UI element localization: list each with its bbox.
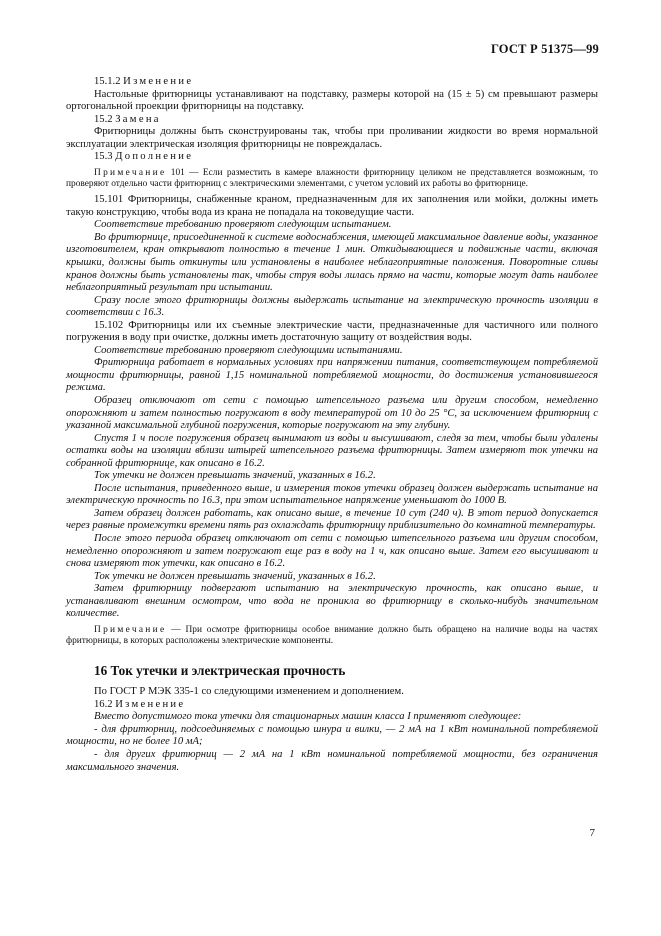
section-heading-15-1-2: 15.1.2 Изменение: [94, 76, 194, 87]
section-heading-16-2: 16.2 Изменение: [94, 698, 186, 710]
page-number: 7: [589, 827, 595, 839]
test-text: Образец отключают от сети с помощью штепсельного разъема или другим способом, немедленно опорожняют и затем полностью погружают в воду температурой от 10 до 25 °С, за исключением фритюрниц с указанной максимальной глубиной погружения, которые погружают на эту глубину.: [66, 394, 598, 432]
note: Примечание 101 — Если разместить в камере влажности фритюрницу целиком не представляется возможным, то проверяют отдельно части фритюрниц с электрическими элементами, с учетом условий их работы во фритюрнице.: [66, 167, 598, 190]
clause-15-102: 15.102 Фритюрницы или их съемные электрические части, предназначенные для частичного или полного погружения в воду при очистке, должны иметь достаточную защиту от воздействия воды.: [66, 319, 598, 344]
test-text: После испытания, приведенного выше, и измерения токов утечки образец должен выдержать испытание на электрическую прочность по 16.3, при этом испытательное напряжение уменьшают до 1000 В.: [66, 482, 598, 507]
test-text: Вместо допустимого тока утечки для стационарных машин класса I применяют следующее:: [94, 711, 522, 723]
test-text: Соответствие требованию проверяют следующими испытаниями.: [94, 344, 403, 356]
section-heading-15-2: 15.2 Замена: [94, 113, 161, 125]
section-title-16: 16 Ток утечки и электрическая прочность: [94, 663, 346, 679]
document-body: [66, 76, 598, 774]
paragraph: Фритюрницы должны быть сконструированы так, чтобы при проливании жидкости во время нормальной эксплуатации электрическая изоляция фритюрницы не повреждалась.: [66, 126, 598, 150]
test-text: Во фритюрнице, присоединенной к системе водоснабжения, имеющей максимальное давление воды, указанное изготовителем, кран открывают полностью в течение 1 мин. Откидывающиеся и подвижные части, включая крышки, должны быть откинуты или установлены в наиболее неблагоприятные положения. Поворотные сливы кранов должны быть установлены так, чтобы струя воды лилась прямо на части, которые могут дать наиболее неблагоприятный результат при испытании.: [66, 231, 598, 294]
paragraph: По ГОСТ Р МЭК 335-1 со следующими изменением и дополнением.: [94, 686, 404, 698]
section-heading-15-3: 15.3 Дополнение: [94, 151, 194, 163]
clause-15-101: 15.101 Фритюрницы, снабженные краном, предназначенным для их заполнения или мойки, должны иметь такую конструкцию, чтобы вода из крана не попадала на токоведущие части.: [66, 194, 598, 218]
test-text: Фритюрница работает в нормальных условиях при напряжении питания, соответствующем потребляемой мощности фритюрницы, равной 1,15 номинальной потребляемой мощности, до достижения установившегося режима.: [66, 357, 598, 394]
test-text: Затем фритюрницу подвергают испытанию на электрическую прочность, как описано выше, и устанавливают внешним осмотром, что вода не проникла во фритюрницу в сколько-нибудь значительном количестве.: [66, 583, 598, 620]
list-item: - для других фритюрниц — 2 мА на 1 кВт номинальной потребляемой мощности, без ограничения максимального значения.: [66, 748, 598, 773]
test-text: Ток утечки не должен превышать значений, указанных в 16.2.: [94, 570, 376, 582]
test-text: После этого периода образец отключают от сети с помощью штепсельного разъема или другим способом, немедленно опорожняют и затем погружают еще раз в воду на 1 ч, как описано выше. Затем его высушивают и снова измеряют ток утечки, как описано в 16.2.: [66, 533, 598, 570]
test-text: Сразу после этого фритюрницы должны выдержать испытание на электрическую прочность изоляции в соответствии с 16.3.: [66, 294, 598, 319]
test-text: Ток утечки не должен превышать значений, указанных в 16.2.: [94, 470, 376, 482]
test-text: Затем образец должен работать, как описано выше, в течение 10 сут (240 ч). В этот период допускается через равные промежутки времени пять раз охлаждать фритюрницу приблизительно до комнатной температуры.: [66, 507, 598, 532]
test-text: Спустя 1 ч после погружения образец вынимают из воды и высушивают, следя за тем, чтобы были удалены остатки воды на изоляции вблизи штырей штепсельного разъема фритюрницы. Затем измеряют ток утечки на собранной фритюрнице, как описано в 16.2.: [66, 432, 598, 469]
standard-header: ГОСТ Р 51375—99: [490, 42, 599, 56]
list-item: - для фритюрниц, подсоединяемых с помощью шнура и вилки, — 2 мА на 1 кВт номинальной потребляемой мощности, но не более 10 мА;: [66, 723, 598, 748]
note: Примечание — При осмотре фритюрницы особое внимание должно быть обращено на наличие воды на частях фритюрницы, в которых расположены электрические компоненты.: [66, 624, 598, 647]
test-text: Соответствие требованию проверяют следующим испытанием.: [94, 219, 392, 231]
paragraph: Настольные фритюрницы устанавливают на подставку, размеры которой на (15 ± 5) см превышают размеры ортогональной проекции фритюрницы на подставку.: [66, 88, 598, 113]
